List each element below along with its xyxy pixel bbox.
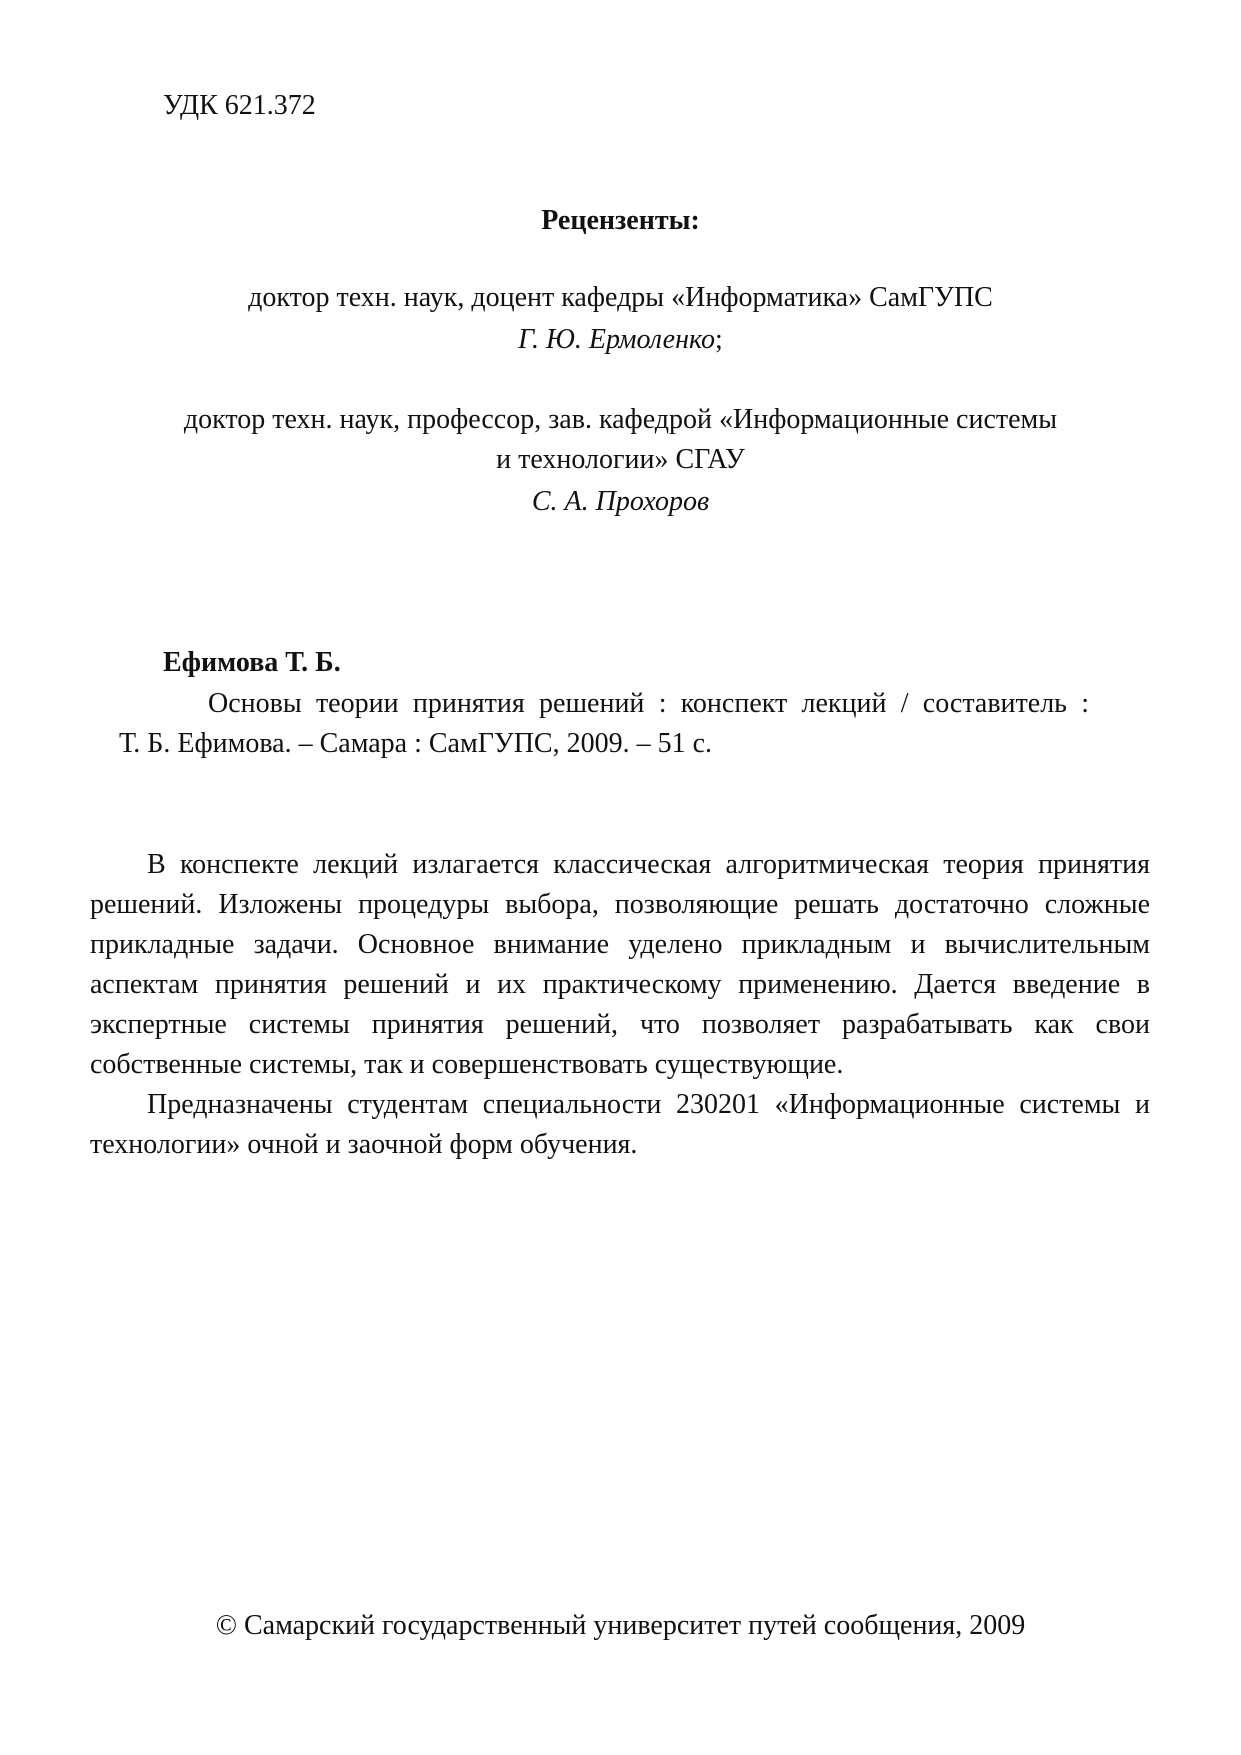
reviewer-2-position-line-1: доктор техн. наук, профессор, зав. кафедрой «Информационные системы xyxy=(183,404,1058,435)
reviewer-1-punctuation: ; xyxy=(715,324,723,355)
udk-code: УДК 621.372 xyxy=(163,90,316,121)
reviewer-2-name: С. А. Прохоров xyxy=(531,486,710,517)
reviewers-heading: Рецензенты: xyxy=(541,205,700,236)
reviewer-1-name-line xyxy=(0,320,1241,360)
copyright-notice: © Самарский государственный университет путей сообщения, 2009 xyxy=(215,1610,1026,1641)
reviewer-1-name: Г. Ю. Ермоленко xyxy=(518,324,716,355)
abstract-paragraph-2: Предназначены студентам специальности 230201 «Информационные системы и технологии» очной и заочной форм обучения. xyxy=(90,1089,1150,1160)
reviewer-2-position-line-2: и технологии» СГАУ xyxy=(496,444,745,475)
bibliography-line-1: Основы теории принятия решений : конспект лекций / составитель : xyxy=(208,688,1089,719)
bibliography-author: Ефимова Т. Б. xyxy=(163,647,341,678)
reviewer-1-position: доктор техн. наук, доцент кафедры «Информатика» СамГУПС xyxy=(248,282,993,313)
abstract-paragraph-1: В конспекте лекций излагается классическая алгоритмическая теория принятия решений. Изложены процедуры выбора, позволяющие решать достаточно сложные прикладные задачи. Основное внимание уделено прикладным и вычислительным аспектам принятия решений и их практическому применению. Дается введение в экспертные системы принятия решений, что позволяет разрабатывать как свои собственные системы, так и совершенствовать существующие. xyxy=(90,849,1150,1080)
bibliography-line-2: Т. Б. Ефимова. – Самара : СамГУПС, 2009. – 51 с. xyxy=(119,728,713,759)
